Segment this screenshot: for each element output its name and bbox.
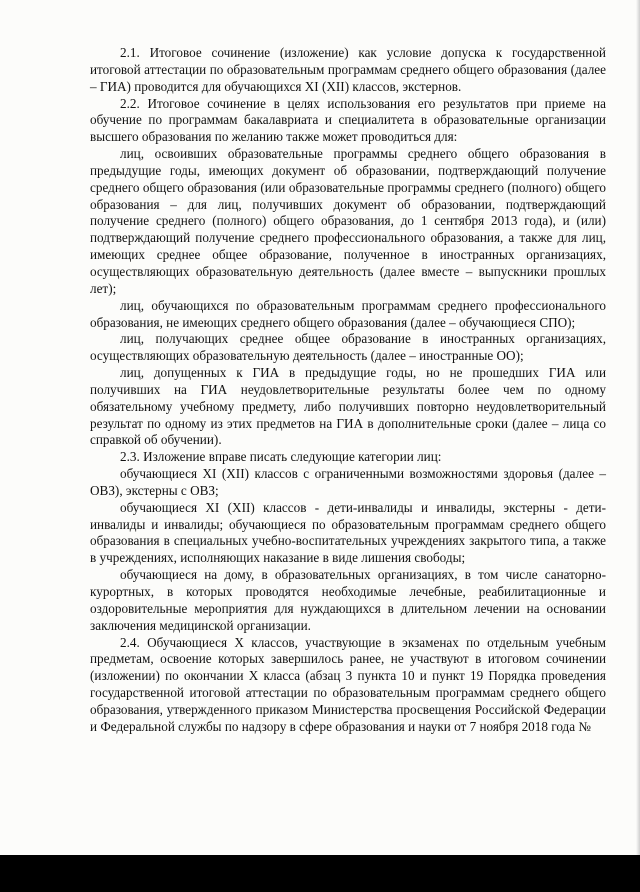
paragraph-graduates-previous-years: лиц, освоивших образовательные программы среднего общего образования в предыдущие годы, имеющих документ об образовании, подтверждающий получение среднего общего образования (или образовательные программы среднего (полного) общего образования – для лиц, получивших документ об образовании, подтверждающий получение среднего (полного) общего образования, до 1 сентября 2013 года), и (или) подтверждающий получение среднего профессионального образования, а также для лиц, имеющих среднее общее образование, полученное в иностранных организациях, осуществляющих образовательную деятельность (далее вместе – выпускники прошлых лет); [90, 146, 606, 296]
paragraph-ovz-students: обучающиеся XI (XII) классов с ограниченными возможностями здоровья (далее – ОВЗ), экстерны с ОВЗ; [90, 466, 606, 498]
scan-bottom-black-bar [0, 855, 640, 892]
paragraph-disabled-students: обучающиеся XI (XII) классов - дети-инвалиды и инвалиды, экстерны - дети-инвалиды и инвалиды; обучающиеся по образовательным программам среднего общего образования в специальных учебно-воспитательных учреждениях закрытого типа, а также в учреждениях, исполняющих наказание в виде лишения свободы; [90, 499, 606, 566]
document-body [90, 45, 606, 736]
paragraph-2-4: 2.4. Обучающиеся X классов, участвующие в экзаменах по отдельным учебным предметам, освоение которых завершилось ранее, не участвуют в итоговом сочинении (изложении) по окончании X класса (абзац 3 пункта 10 и пункт 19 Порядка проведения государственной итоговой аттестации по образовательным программам среднего общего образования, утвержденного приказом Министерства просвещения Российской Федерации и Федеральной службы по надзору в сфере образования и науки от 7 ноября 2018 года № [90, 634, 606, 734]
paragraph-spo-students: лиц, обучающихся по образовательным программам среднего профессионального образования, не имеющих среднего общего образования (далее – обучающиеся СПО); [90, 297, 606, 330]
paragraph-2-3: 2.3. Изложение вправе писать следующие категории лиц: [120, 449, 442, 465]
paragraph-home-schooled: обучающиеся на дому, в образовательных организациях, в том числе санаторно-курортных, в которых проводятся необходимые лечебные, реабилитационные и оздоровительные мероприятия для нуждающихся в длительном лечении на основании заключения медицинской организации. [90, 567, 606, 633]
scan-edge-shadow [636, 0, 640, 855]
paragraph-certificate-holders: лиц, допущенных к ГИА в предыдущие годы, но не прошедших ГИА или получивших на ГИА неудовлетворительные результаты более чем по одному обязательному учебному предмету, либо получивших повторно неудовлетворительный результат по одному из этих предметов на ГИА в дополнительные сроки (далее – лица со справкой об обучении). [90, 365, 606, 448]
paragraph-2-2: 2.2. Итоговое сочинение в целях использования его результатов при приеме на обучение по программам бакалавриата и специалитета в образовательные организации высшего образования по желанию также может проводиться для: [90, 95, 606, 145]
paragraph-2-1: 2.1. Итоговое сочинение (изложение) как условие допуска к государственной итоговой аттестации по образовательным программам среднего общего образования (далее – ГИА) проводится для обучающихся XI (XII) классов, экстернов. [90, 45, 606, 94]
paragraph-foreign-schools: лиц, получающих среднее общее образование в иностранных организациях, осуществляющих образовательную деятельность (далее – иностранные ОО); [90, 331, 606, 364]
